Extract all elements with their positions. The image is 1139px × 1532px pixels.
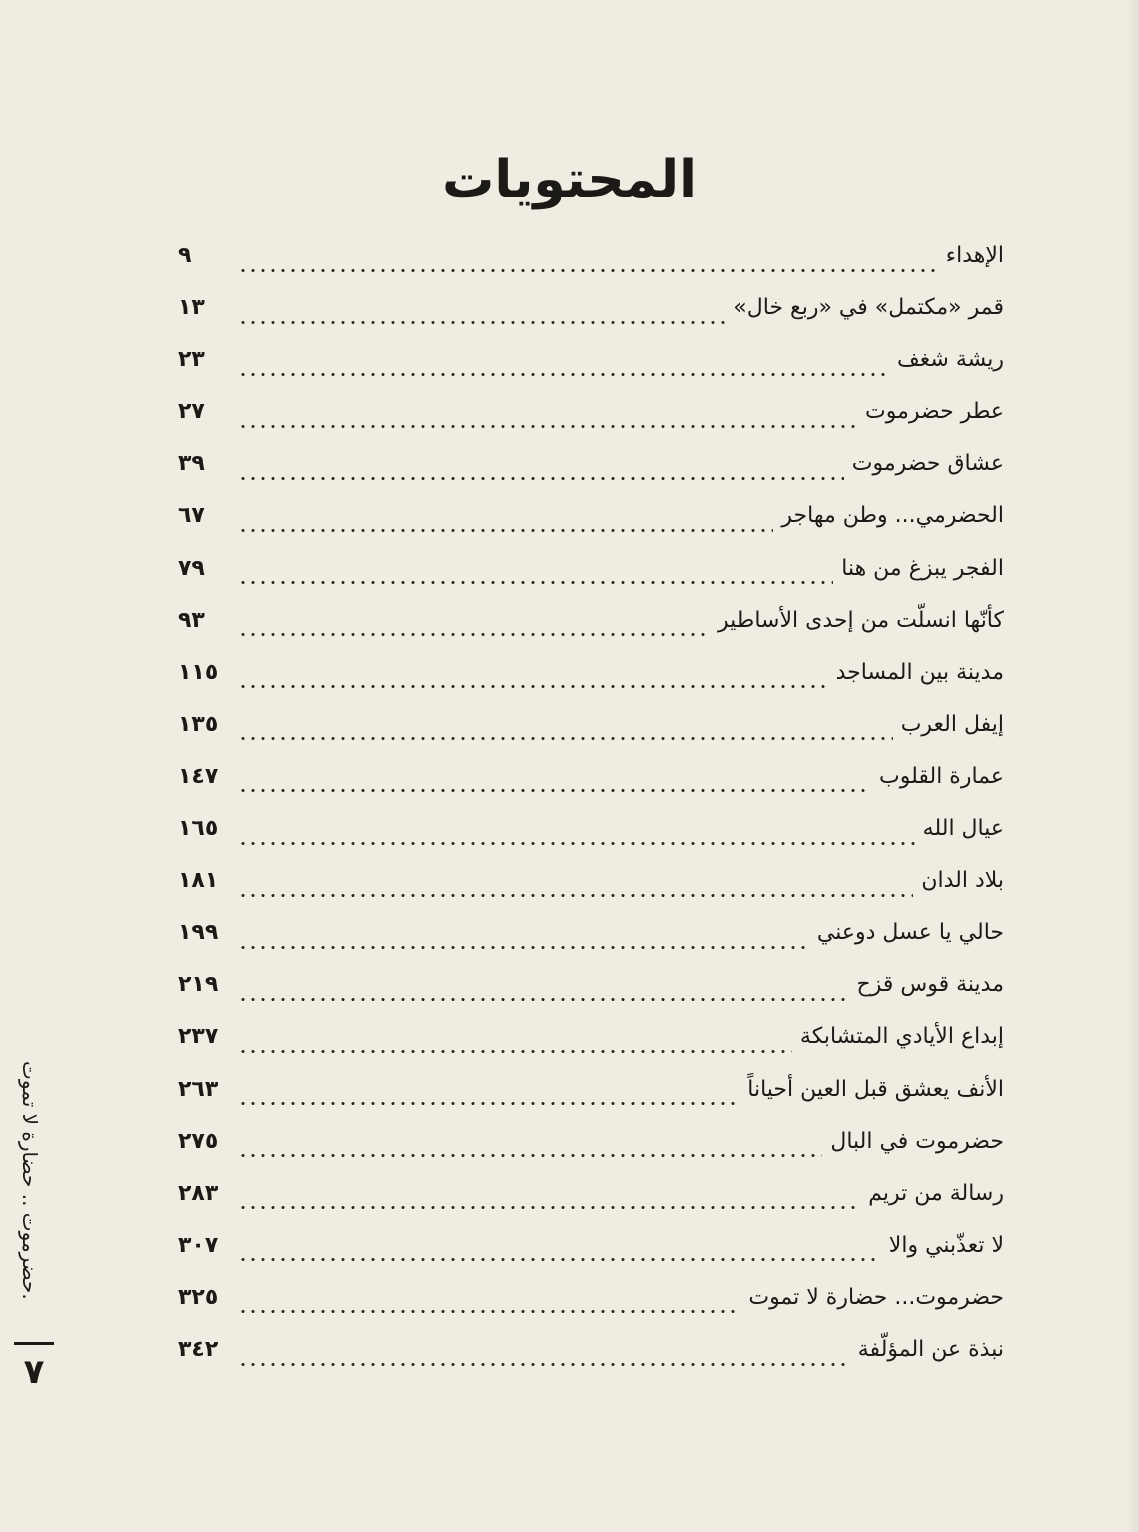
toc-entry-title: عيال الله <box>922 816 1004 842</box>
toc-entry <box>178 1272 1004 1324</box>
toc-entry-page: ٢٦٣ <box>178 1076 219 1102</box>
dot-leader <box>238 685 828 688</box>
toc-entry <box>178 490 1004 542</box>
toc-entry-page: ٩ <box>178 243 192 268</box>
dot-leader <box>238 946 809 949</box>
toc-entry-page: ١٨١ <box>178 868 219 894</box>
dot-leader <box>238 1154 822 1157</box>
toc-entry-page: ١٣ <box>178 295 205 321</box>
toc-entry <box>178 803 1004 855</box>
toc-entry <box>178 230 1004 282</box>
toc-entry <box>178 751 1004 803</box>
toc-entry <box>178 647 1004 699</box>
dot-leader <box>238 894 913 897</box>
toc-entry-title: مدينة قوس قزح <box>856 972 1004 998</box>
toc-entry-title: ريشة شغف <box>897 347 1004 373</box>
page-edge-shadow <box>1125 0 1139 1532</box>
dot-leader <box>238 581 833 584</box>
dot-leader <box>238 998 849 1001</box>
toc-entry-title: عمارة القلوب <box>879 763 1004 789</box>
toc-entry-page: ١٣٥ <box>178 711 219 737</box>
footer-divider <box>14 1342 54 1345</box>
toc-entry <box>178 699 1004 751</box>
toc-entry-page: ٢٣٧ <box>178 1024 219 1050</box>
toc-entry <box>178 438 1004 490</box>
toc-entry-page: ٦٧ <box>178 503 205 529</box>
toc-entry-title: إيفل العرب <box>900 711 1004 737</box>
dot-leader <box>238 789 871 792</box>
toc-entry-page: ٣٢٥ <box>178 1284 219 1310</box>
toc-entry-title: إبداع الأيادي المتشابكة <box>799 1024 1004 1050</box>
dot-leader <box>238 1310 740 1313</box>
page-footer <box>4 1030 64 1410</box>
dot-leader <box>238 1258 881 1261</box>
toc-entry <box>178 282 1004 334</box>
toc-entry <box>178 855 1004 907</box>
toc-entry <box>178 386 1004 438</box>
toc-entry-title: عشاق حضرموت <box>851 451 1004 477</box>
toc-entry-title: كأنّها انسلّت من إحدى الأساطير <box>718 607 1004 633</box>
toc-entry <box>178 1168 1004 1220</box>
toc-entry-title: قمر «مكتمل» في «ربع خال» <box>733 295 1004 321</box>
toc-entry-page: ٩٣ <box>178 607 205 633</box>
page-number: ٧ <box>23 1352 45 1392</box>
toc-entry-page: ٢٨٣ <box>178 1180 219 1206</box>
dot-leader <box>238 373 889 376</box>
toc-entry <box>178 959 1004 1011</box>
toc-entry-page: ٣٩ <box>178 451 205 477</box>
toc-entry-title: لا تعذّبني والا <box>888 1232 1004 1258</box>
toc-entry-page: ٢١٩ <box>178 972 219 998</box>
toc-entry-title: عطر حضرموت <box>865 399 1004 425</box>
toc-entry <box>178 1220 1004 1272</box>
toc-entry-title: بلاد الدان <box>921 868 1004 894</box>
dot-leader <box>238 1363 850 1366</box>
toc-entry-page: ٢٣ <box>178 347 205 373</box>
toc-entry-page: ١٦٥ <box>178 816 219 842</box>
toc-entry-page: ٣٤٢ <box>178 1336 219 1362</box>
toc-entry-title: الفجر يبزغ من هنا <box>841 555 1004 581</box>
toc-entry-page: ١١٥ <box>178 659 219 685</box>
toc-entry-title: نبذة عن المؤلّفة <box>857 1336 1004 1362</box>
table-of-contents <box>178 230 1004 1376</box>
toc-entry <box>178 1064 1004 1116</box>
dot-leader <box>238 1102 739 1105</box>
toc-entry-title: رسالة من تريم <box>868 1180 1004 1206</box>
toc-entry-title: حضرموت... حضارة لا تموت <box>748 1284 1004 1310</box>
toc-entry-page: ١٤٧ <box>178 763 219 789</box>
toc-entry-page: ٢٧ <box>178 399 205 425</box>
toc-entry <box>178 907 1004 959</box>
dot-leader <box>238 321 725 324</box>
toc-entry <box>178 1011 1004 1063</box>
page-title: المحتويات <box>442 150 697 210</box>
toc-entry-page: ٣٠٧ <box>178 1232 219 1258</box>
dot-leader <box>238 529 773 532</box>
toc-entry <box>178 334 1004 386</box>
toc-entry <box>178 543 1004 595</box>
toc-entry <box>178 1116 1004 1168</box>
dot-leader <box>238 269 938 272</box>
dot-leader <box>238 425 857 428</box>
dot-leader <box>238 633 710 636</box>
toc-entry-title: حالي يا عسل دوعني <box>816 920 1004 946</box>
toc-entry-title: مدينة بين المساجد <box>835 659 1004 685</box>
dot-leader <box>238 1050 792 1053</box>
toc-entry <box>178 595 1004 647</box>
toc-entry-title: الإهداء <box>945 243 1004 268</box>
toc-entry <box>178 1324 1004 1376</box>
toc-entry-title: الأنف يعشق قبل العين أحياناً <box>747 1076 1004 1102</box>
toc-entry-title: حضرموت في البال <box>830 1128 1004 1154</box>
dot-leader <box>238 1206 860 1209</box>
toc-entry-page: ١٩٩ <box>178 920 219 946</box>
running-title: حضرموت .. حضارة لا تموت. <box>18 1060 42 1300</box>
dot-leader <box>238 737 893 740</box>
dot-leader <box>238 842 915 845</box>
toc-entry-title: الحضرمي... وطن مهاجر <box>781 503 1004 529</box>
toc-entry-page: ٧٩ <box>178 555 205 581</box>
toc-entry-page: ٢٧٥ <box>178 1128 219 1154</box>
dot-leader <box>238 477 844 480</box>
